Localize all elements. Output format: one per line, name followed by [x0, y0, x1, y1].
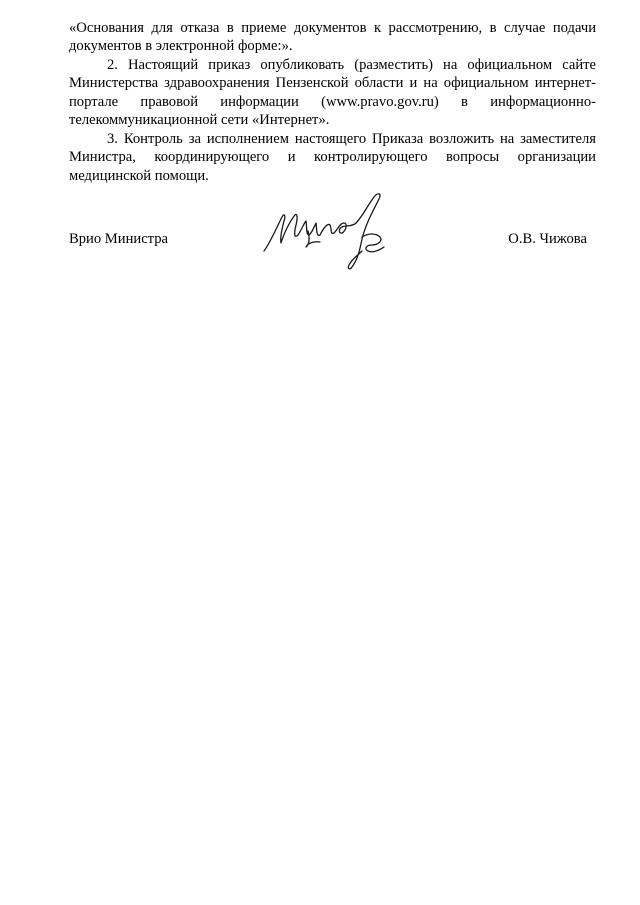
paragraph-publication: 2. Настоящий приказ опубликовать (разместить) на официальном сайте Министерства здравоохранения Пензенской области и на официальном интернет-портале правовой информации (www.pravo.gov.ru) в информационно-телекоммуникационной сети «Интернет». — [69, 57, 596, 129]
signatory-name: О.В. Чижова — [508, 231, 587, 247]
signatory-position: Врио Министра — [69, 231, 168, 247]
paragraph-rejection-grounds: «Основания для отказа в приеме документов к рассмотрению, в случае подачи документов в электронной форме:». — [69, 20, 596, 55]
handwritten-signature-icon — [262, 187, 390, 279]
paragraph-control: 3. Контроль за исполнением настоящего Приказа возложить на заместителя Министра, координирующего и контролирующего вопросы организации медицинской помощи. — [69, 131, 596, 184]
